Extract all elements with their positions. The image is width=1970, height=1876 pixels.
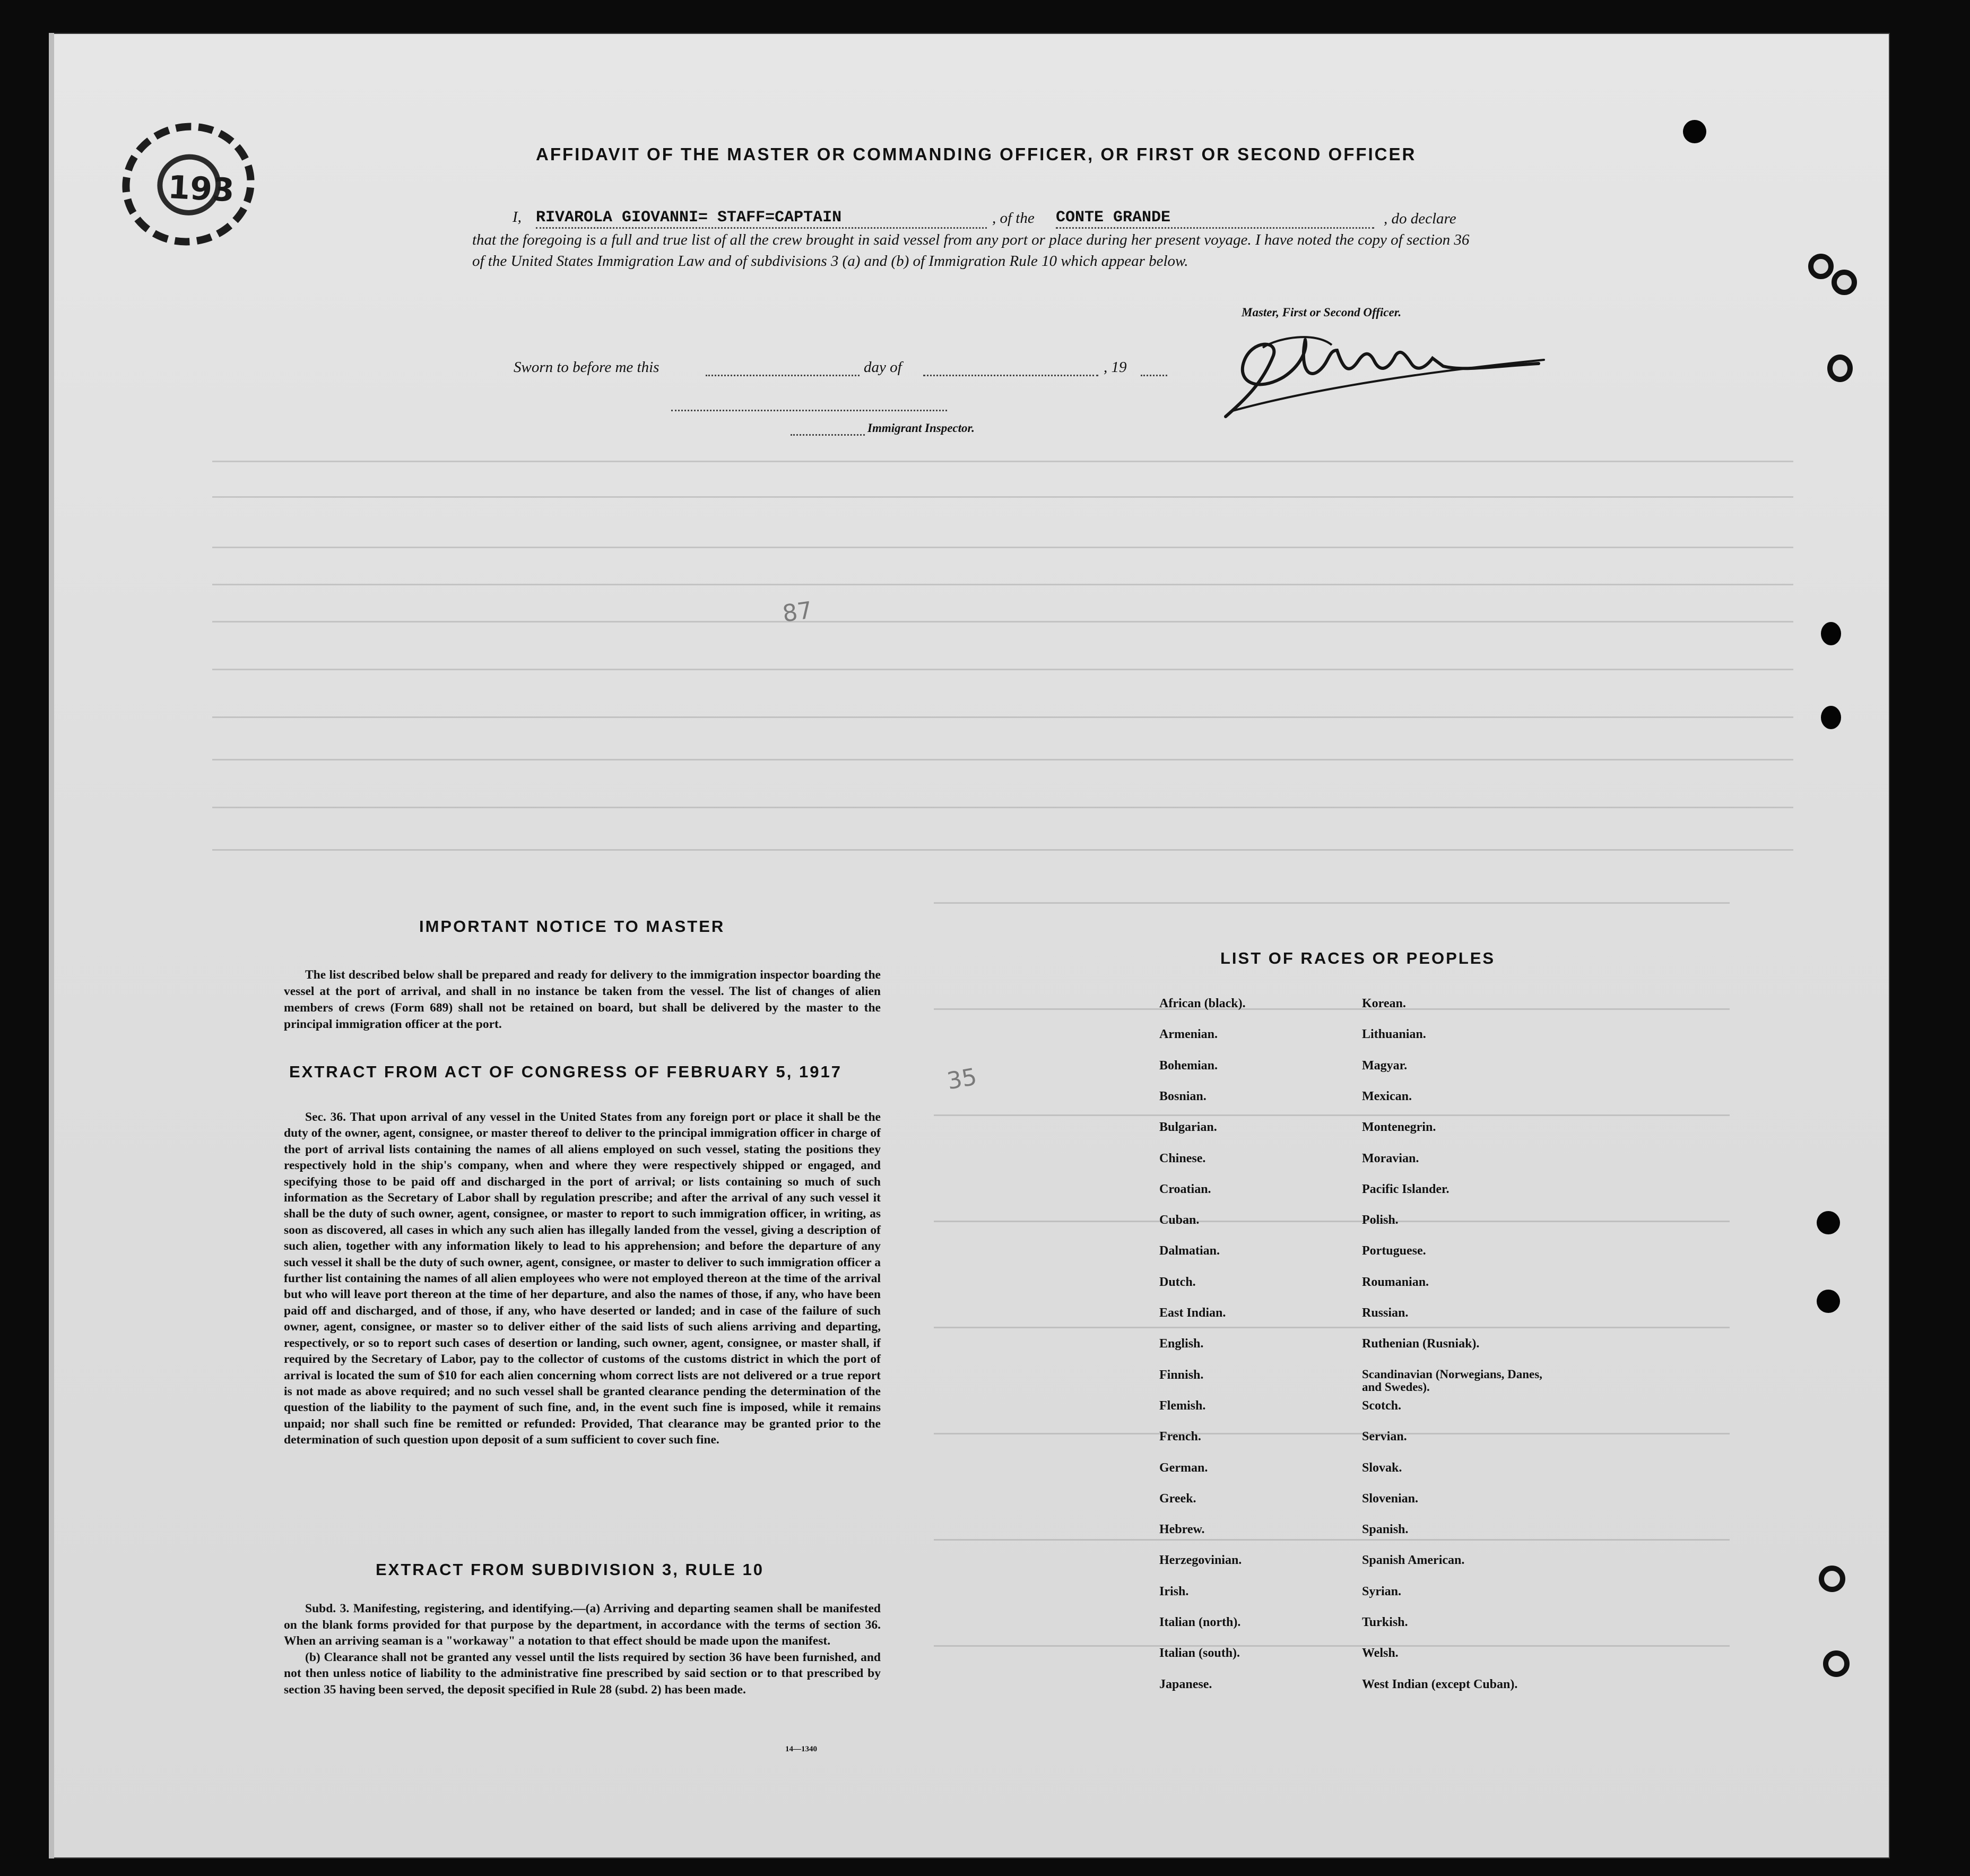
bleed-through-line [934, 1327, 1730, 1328]
race-entry: Montenegrin. [1362, 1120, 1436, 1135]
bleed-through-line [934, 1221, 1730, 1222]
bleed-through-line [934, 1645, 1730, 1647]
notice-text [284, 967, 881, 1033]
subdivision-b-paragraph: (b) Clearance shall not be granted any vessel until the lists required by section 36 have been furnished, and not then unless notice of liability to the administrative fine prescribed by said section or to that prescribed by section 35 having been served, the deposit specified in Rule 28 (subd. 2) has been made. [284, 1650, 881, 1697]
race-entry: Herzegovinian. [1159, 1553, 1242, 1568]
punch-hole [1821, 706, 1841, 729]
race-entry: Finnish. [1159, 1368, 1204, 1382]
race-entry: Chinese. [1159, 1151, 1206, 1165]
race-entry: Slovenian. [1362, 1491, 1419, 1506]
race-entry: Syrian. [1362, 1584, 1402, 1598]
section-36-paragraph: Sec. 36. That upon arrival of any vessel in the United States from any foreign port or place it shall be the duty of the owner, agent, consignee, or master thereof to deliver to the principal immigration officer in charge of the port of arrival lists containing the names of all aliens employed on such vessel, stating the positions they respectively hold in the ship's company, when and where they were respectively shipped or engaged, and specifying those to be paid off and discharged in the port of arrival; or lists containing so much of such information as the Secretary of Labor shall by regulation prescribe; and after the arrival of any such vessel it shall be the duty of such owner, agent, consignee, or master to report to such immigration officer, in writing, as soon as discovered, all cases in which any such alien has illegally landed from the vessel, giving a description of such alien, together with any information likely to lead to his apprehension; and before the departure of any such vessel it shall be the duty of such owner, agent, consignee, or master to deliver to such immigration officer a further list containing the names of all alien employees who were not employed thereon at the time of the arrival but who will leave port thereon at the time of her departure, and also the names of those, if any, who have been paid off and discharged, and of those, if any, who have deserted or landed; and in case of the failure of such owner, agent, consignee, or master so to deliver either of the said lists of such aliens arriving and departing, respectively, or so to report such cases of desertion or landing, such owner, agent, consignee, or master shall, if required by the Secretary of Labor, pay to the collector of customs of the customs district in which the port of arrival is located the sum of $10 for each alien concerning whom correct lists are not delivered or a true report is not made as above required; and no such vessel shall be granted clearance pending the determination of the question of the liability to the payment of such fine, and, in the event such fine is imposed, while it remains unpaid; nor shall such fine be remitted or refunded: Provided, That clearance may be granted prior to the determination of such question upon deposit of a sum sufficient to cover such fine. [284, 1110, 881, 1447]
race-entry: Italian (south). [1159, 1646, 1240, 1661]
sworn-date-line [706, 375, 860, 376]
punch-hole [1808, 254, 1834, 279]
vessel-name-line [1056, 227, 1374, 229]
race-entry: East Indian. [1159, 1306, 1226, 1320]
race-entry: Japanese. [1159, 1677, 1212, 1691]
bleed-through-line [212, 621, 1793, 623]
race-entry: French. [1159, 1430, 1201, 1444]
race-entry: Hebrew. [1159, 1523, 1205, 1537]
bleed-through-line [212, 584, 1793, 585]
race-entry: Pacific Islander. [1362, 1182, 1450, 1196]
signature-caption: Master, First or Second Officer. [1242, 306, 1402, 319]
race-entry: Cuban. [1159, 1213, 1200, 1227]
punch-hole [1817, 1211, 1840, 1234]
race-entry: Ruthenian (Rusniak). [1362, 1337, 1480, 1351]
bleed-through-line [934, 1433, 1730, 1434]
inspector-prefix-line [791, 434, 865, 436]
race-entry: Greek. [1159, 1491, 1196, 1506]
inspector-signature-line [671, 410, 947, 411]
stamp-mark: 193 [167, 168, 236, 210]
race-entry: Bosnian. [1159, 1089, 1207, 1103]
race-entry: Lithuanian. [1362, 1027, 1426, 1042]
race-entry: Armenian. [1159, 1027, 1218, 1042]
act-extract-text [284, 1109, 881, 1448]
pencil-note: 87 [780, 596, 814, 628]
act-extract-title: EXTRACT FROM ACT OF CONGRESS OF FEBRUARY 5, 1917 [289, 1062, 842, 1081]
race-entry: Mexican. [1362, 1089, 1412, 1103]
bleed-through-line [934, 1008, 1730, 1010]
rule-extract-title: EXTRACT FROM SUBDIVISION 3, RULE 10 [376, 1560, 764, 1579]
page-edge [49, 33, 54, 1858]
punch-hole [1817, 1290, 1840, 1313]
do-declare-label: , do declare [1384, 210, 1456, 227]
race-entry: African (black). [1159, 997, 1246, 1010]
officer-name: RIVAROLA GIOVANNI= STAFF=CAPTAIN [536, 209, 842, 227]
sworn-label: Sworn to before me this [514, 359, 659, 376]
race-entry: Turkish. [1362, 1615, 1408, 1629]
punch-hole [1832, 270, 1857, 295]
bleed-through-line [212, 496, 1793, 498]
punch-hole [1827, 355, 1853, 382]
declaration-text: that the foregoing is a full and true list of all the crew brought in said vessel from any port or place during her present voyage. I have noted the copy of section 36 of the United States Immigration Law and of subdivisions 3 (a) and (b) of Immigration Rule 10 which appear below. [472, 231, 1470, 270]
race-entry: Bulgarian. [1159, 1120, 1217, 1135]
bleed-through-line [212, 716, 1793, 718]
subdivision-a-paragraph: Subd. 3. Manifesting, registering, and identifying.—(a) Arriving and departing seamen shall be manifested on the blank forms provided for that purpose by the department, in accordance with the terms of section 36. When an arriving seaman is a "workaway" a notation to that effect should be made upon the manifest. [284, 1602, 881, 1648]
bleed-through-line [212, 849, 1793, 851]
race-entry: Flemish. [1159, 1398, 1206, 1413]
race-entry: English. [1159, 1337, 1204, 1351]
race-entry: West Indian (except Cuban). [1362, 1677, 1518, 1691]
month-line [923, 375, 1098, 376]
pencil-note: 35 [944, 1063, 979, 1095]
bleed-through-line [934, 1539, 1730, 1541]
vessel-name: CONTE GRANDE [1056, 209, 1171, 227]
race-entry: Bohemian. [1159, 1058, 1218, 1073]
race-entry: Roumanian. [1362, 1275, 1429, 1289]
bleed-through-line [212, 807, 1793, 808]
races-title: LIST OF RACES OR PEOPLES [1220, 949, 1496, 967]
race-entry: Korean. [1362, 997, 1406, 1010]
race-entry: Magyar. [1362, 1058, 1408, 1073]
officer-name-line [536, 227, 987, 229]
race-entry: Welsh. [1362, 1646, 1399, 1661]
race-entry: Irish. [1159, 1584, 1189, 1598]
notice-paragraph: The list described below shall be prepared and ready for delivery to the immigration inspector boarding the vessel at the port of arrival, and shall in no instance be taken from the vessel. The list of changes of alien members of crews (Form 689) shall not be retained on board, but shall be delivered by the master to the principal immigration officer at the port. [284, 968, 881, 1031]
of-the-label: , of the [992, 210, 1035, 227]
race-entry: Polish. [1362, 1213, 1399, 1227]
day-of-label: day of [864, 359, 902, 376]
affidavit-title: AFFIDAVIT OF THE MASTER OR COMMANDING OFFICER, OR FIRST OR SECOND OFFICER [536, 144, 1417, 164]
bleed-through-line [934, 1114, 1730, 1116]
race-entry: Dutch. [1159, 1275, 1196, 1289]
bleed-through-line [212, 547, 1793, 548]
race-entry: Servian. [1362, 1430, 1407, 1444]
race-entry: Dalmatian. [1159, 1244, 1220, 1258]
form-number: 14—1340 [785, 1745, 817, 1753]
race-entry: Russian. [1362, 1306, 1409, 1320]
manifest-page [49, 33, 1890, 1858]
inspector-label: Immigrant Inspector. [867, 421, 975, 435]
race-entry: Croatian. [1159, 1182, 1211, 1196]
notice-title: IMPORTANT NOTICE TO MASTER [419, 917, 725, 936]
race-entry: Slovak. [1362, 1460, 1402, 1475]
rule-extract-text [284, 1601, 881, 1698]
race-entry: German. [1159, 1460, 1208, 1475]
punch-hole [1821, 622, 1841, 645]
race-entry: Scandinavian (Norwegians, Danes, and Swedes). [1362, 1367, 1542, 1394]
race-entry: Scotch. [1362, 1398, 1401, 1413]
punch-hole [1823, 1650, 1850, 1677]
punch-hole [1819, 1566, 1845, 1592]
bleed-through-line [934, 902, 1730, 904]
race-entry: Italian (north). [1159, 1615, 1241, 1629]
bleed-through-line [212, 759, 1793, 760]
race-entry: Portuguese. [1362, 1244, 1426, 1258]
race-entry: Spanish. [1362, 1523, 1409, 1537]
race-entry: Moravian. [1362, 1151, 1419, 1165]
bleed-through-line [212, 669, 1793, 670]
year-line [1141, 375, 1167, 376]
bleed-through-line [212, 461, 1793, 462]
officer-signature [1215, 318, 1555, 425]
declarant-prefix: I, [513, 209, 522, 226]
race-entry: Spanish American. [1362, 1553, 1465, 1568]
punch-hole [1683, 120, 1706, 143]
year-prefix: , 19 [1104, 359, 1127, 376]
